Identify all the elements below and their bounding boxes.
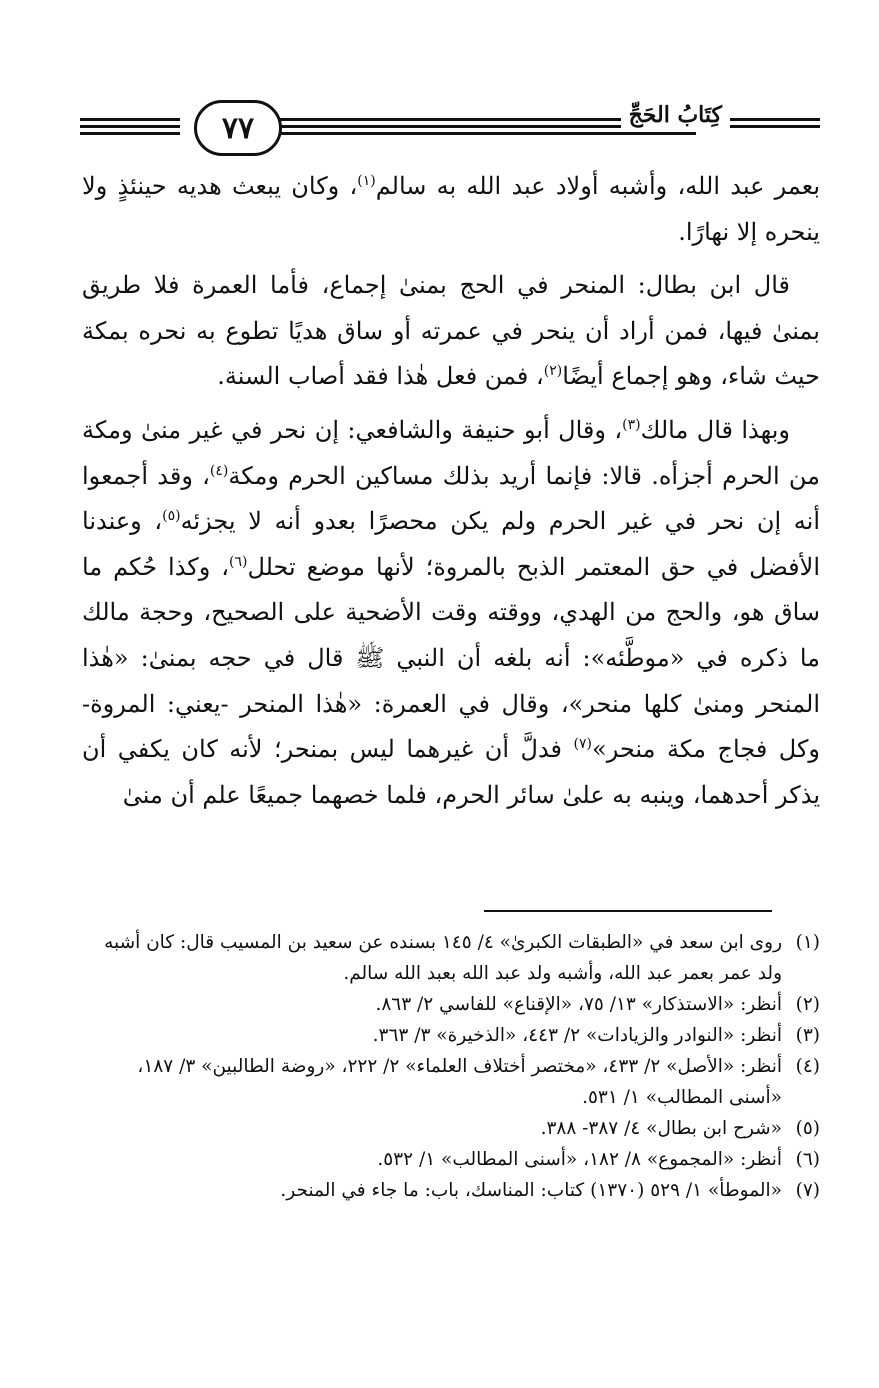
footnote xyxy=(82,1051,820,1113)
footnote-text: روى ابن سعد في «الطبقات الكبرىٰ» ٤/ ١٤٥ بسنده عن سعيد بن المسيب قال: كان أشبه ولد عمر بعمر عبد الله، وأشبه ولد عبد الله بعبد الله سالم. xyxy=(104,932,782,984)
footnote-number: (١) xyxy=(795,932,820,953)
text-run: وبهذا قال مالك xyxy=(640,415,790,444)
page-header xyxy=(80,94,820,164)
footnote-number: (٥) xyxy=(795,1118,820,1139)
text-run: ، وكذا حُكم ما ساق هو، والحج من الهدي، ووقته وقت الأضحية على الصحيح، وحجة مالك ما ذكره في «موطَّئه»: أنه بلغه أن النبي ﷺ قال في حجه بمنىٰ: «هٰذا المنحر ومنىٰ كلها منحر»، وقال في العمرة: «هٰذا المنحر -يعني: المروة- وكل فجاج مكة منحر» xyxy=(82,552,820,764)
body-paragraph xyxy=(82,263,820,400)
page-number: ٧٧ xyxy=(194,100,282,156)
footnote-number: (٦) xyxy=(795,1149,820,1170)
footnote-text: أنظر: «الاستذكار» ١٣/ ٧٥، «الإقناع» للفاسي ٢/ ٨٦٣. xyxy=(375,994,782,1015)
footnote-text: أنظر: «الأصل» ٢/ ٤٣٣، «مختصر أختلاف العلماء» ٢/ ٢٢٢، «روضة الطالبين» ٣/ ١٨٧، «أسنى المطالب» ١/ ٥٣١. xyxy=(137,1056,782,1108)
footnote-ref: (٣) xyxy=(622,416,641,433)
footnote-number: (٣) xyxy=(795,1025,820,1046)
text-run: قال ابن بطال: المنحر في الحج بمنىٰ إجماع، فأما العمرة فلا طريق بمنىٰ فيها، فمن أراد أن ينحر في عمرته أو ساق هديًا تطوع به نحره بمكة حيث شاء، وهو إجماع أيضًا xyxy=(82,271,820,391)
footnote-separator xyxy=(484,910,772,912)
text-run: ، وقد أجمعوا أنه إن نحر في غير الحرم ولم يكن محصرًا بعدو أنه لا يجزئه xyxy=(82,461,820,536)
footnote xyxy=(82,1113,820,1144)
footnote-ref: (٦) xyxy=(228,553,248,570)
text-run: ، وقال أبو حنيفة والشافعي: إن نحر في غير منىٰ ومكة من الحرم أجزأه. قالا: فإنما أريد بذلك مساكين الحرم ومكة xyxy=(82,415,821,490)
header-rule xyxy=(80,132,180,135)
footnote xyxy=(82,989,820,1020)
body-paragraph xyxy=(82,164,820,255)
text-run: ، فمن فعل هٰذا فقد أصاب السنة. xyxy=(217,362,544,391)
footnote-ref: (١) xyxy=(357,173,376,189)
text-run: ، وكان يبعث هديه حينئذٍ ولا ينحره إلا نهارًا. xyxy=(82,172,820,246)
header-rule xyxy=(80,125,180,128)
footnote xyxy=(82,1175,820,1206)
footnote-number: (٢) xyxy=(795,994,820,1015)
footnote-ref: (٧) xyxy=(573,736,593,753)
footnote-ref: (٢) xyxy=(543,363,563,380)
footnote-ref: (٤) xyxy=(209,462,229,479)
footnote-text: «شرح ابن بطال» ٤/ ٣٨٧- ٣٨٨. xyxy=(540,1118,782,1139)
footnote-number: (٤) xyxy=(795,1056,820,1077)
footnote-number: (٧) xyxy=(795,1180,820,1201)
footnote-text: «الموطأ» ١/ ٥٢٩ (١٣٧٠) كتاب: المناسك، باب: ما جاء في المنحر. xyxy=(280,1180,782,1201)
footnote xyxy=(82,1144,820,1175)
header-rule xyxy=(276,132,696,135)
text-run: فدلَّ أن غيرهما ليس بمنحر؛ لأنه كان يكفي أن يذكر أحدهما، وينبه به علىٰ سائر الحرم، فلما خصهما جميعًا علم أن منىٰ xyxy=(82,735,820,809)
book-title: كِتَابُ الحَجِّ xyxy=(621,102,730,128)
body-paragraph xyxy=(82,408,820,818)
header-rule xyxy=(80,118,180,121)
footnote-ref: (٥) xyxy=(162,508,181,525)
text-run: بعمر عبد الله، وأشبه أولاد عبد الله به سالم xyxy=(375,172,821,200)
text-run: ، وعندنا الأفضل في حق المعتمر الذبح بالمروة؛ لأنها موضع تحلل xyxy=(82,507,820,581)
footnotes xyxy=(82,927,820,1206)
main-text xyxy=(82,164,820,826)
footnote xyxy=(82,1020,820,1051)
footnote-text: أنظر: «النوادر والزيادات» ٢/ ٤٤٣، «الذخيرة» ٣/ ٣٦٣. xyxy=(372,1025,782,1046)
footnote-text: أنظر: «المجموع» ٨/ ١٨٢، «أسنى المطالب» ١/ ٥٣٢. xyxy=(377,1149,782,1170)
footnote xyxy=(82,927,820,989)
